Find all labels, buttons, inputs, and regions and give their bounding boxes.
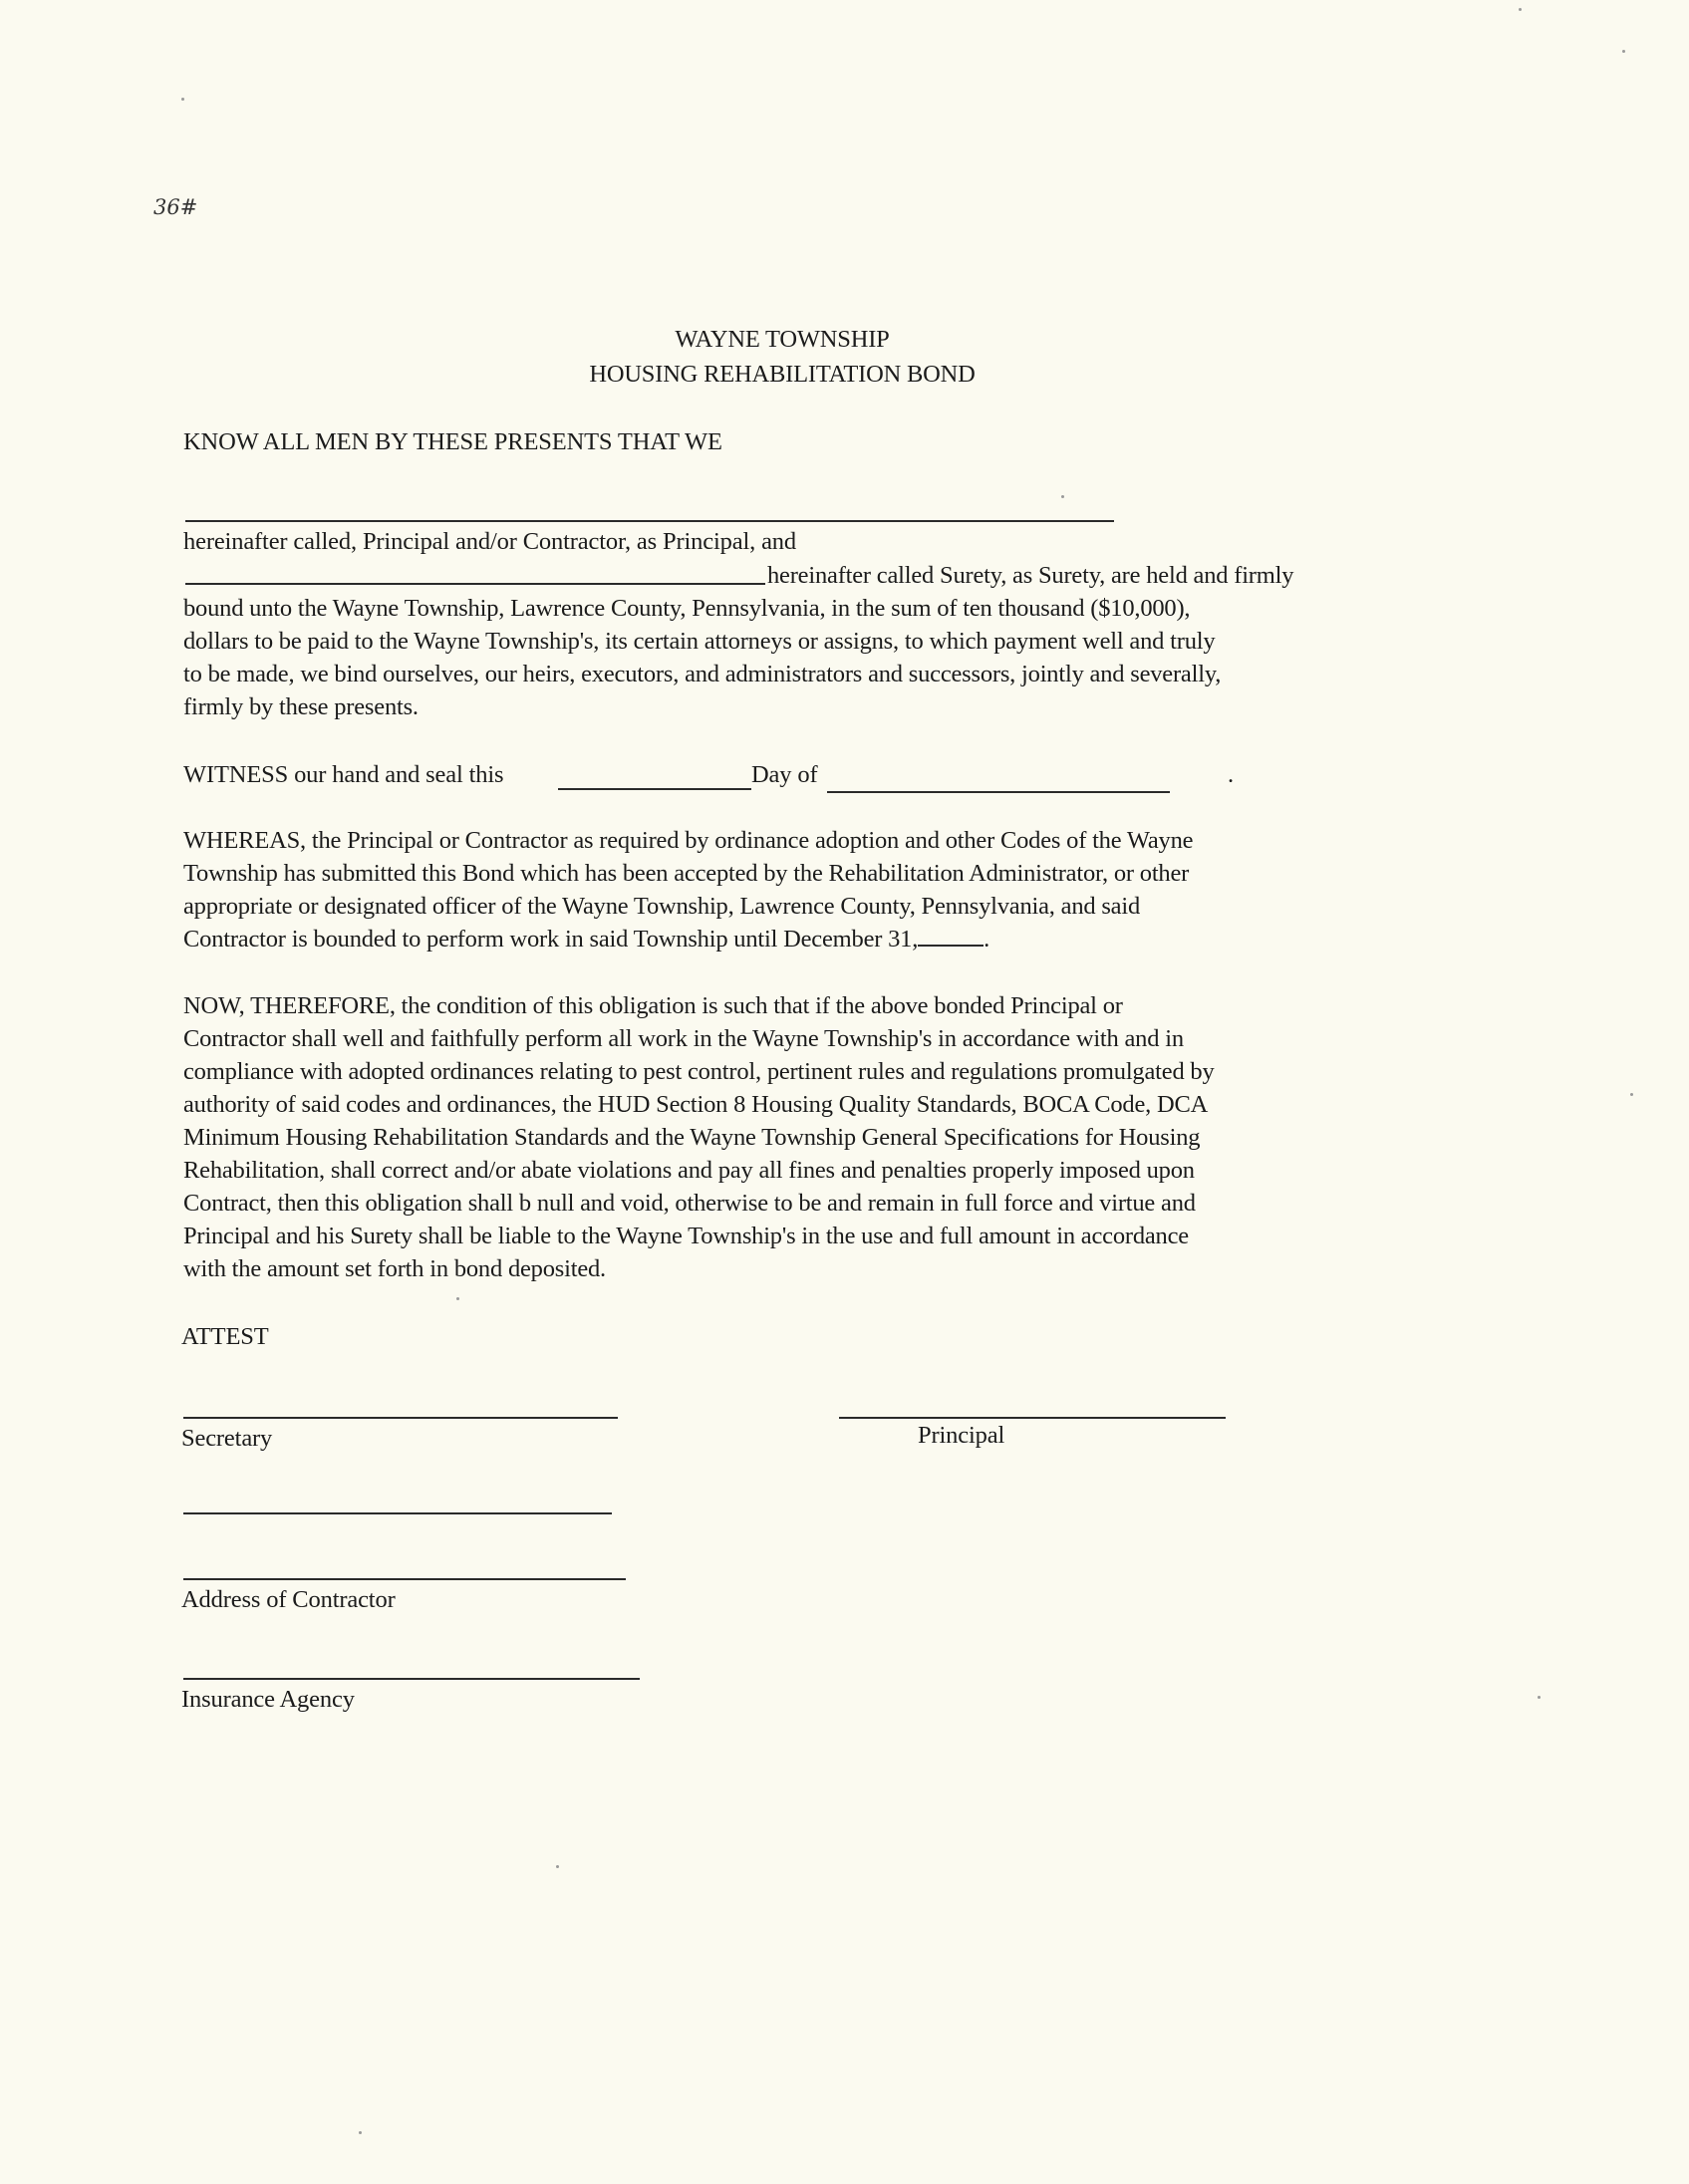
- now-line-2: Contractor shall well and faithfully perform all work in the Wayne Township's in accordance with and in: [183, 1025, 1184, 1052]
- insurance-label: Insurance Agency: [181, 1686, 355, 1713]
- witness-text: WITNESS our hand and seal this: [183, 761, 504, 788]
- scan-speck: [181, 98, 184, 101]
- insurance-agency-field[interactable]: [183, 1678, 640, 1680]
- now-line-7: Contract, then this obligation shall b null and void, otherwise to be and remain in full force and virtue and: [183, 1190, 1196, 1217]
- whereas-paragraph: [183, 824, 1419, 956]
- surety-line-3: dollars to be paid to the Wayne Township's, its certain attorneys or assigns, to which payment well and truly: [183, 628, 1216, 655]
- intro-text: KNOW ALL MEN BY THESE PRESENTS THAT WE: [183, 428, 722, 455]
- scan-speck: [1622, 50, 1625, 53]
- witness-period: .: [1228, 761, 1234, 788]
- principal-signature-field[interactable]: [839, 1417, 1226, 1419]
- attest-label: ATTEST: [181, 1323, 269, 1350]
- document-title-line2: HOUSING REHABILITATION BOND: [589, 361, 976, 388]
- document-title-line1: WAYNE TOWNSHIP: [675, 326, 890, 353]
- scan-speck: [1519, 8, 1522, 11]
- address-line-1-field[interactable]: [183, 1512, 612, 1514]
- scan-speck: [1538, 1696, 1541, 1699]
- whereas-line-1: WHEREAS, the Principal or Contractor as required by ordinance adoption and other Codes of the Wayne: [183, 827, 1194, 854]
- principal-clause: hereinafter called, Principal and/or Contractor, as Principal, and: [183, 528, 796, 555]
- now-line-5: Minimum Housing Rehabilitation Standards and the Wayne Township General Specifications for Housing: [183, 1124, 1201, 1151]
- address-line-2-field[interactable]: [183, 1578, 626, 1580]
- now-line-6: Rehabilitation, shall correct and/or abate violations and pay all fines and penalties properly imposed upon: [183, 1157, 1195, 1184]
- witness-day-of-text: Day of: [751, 761, 818, 788]
- surety-line-5: firmly by these presents.: [183, 693, 419, 720]
- now-line-4: authority of said codes and ordinances, the HUD Section 8 Housing Quality Standards, BOCA Code, DCA: [183, 1091, 1209, 1118]
- whereas-end-mark: .: [984, 926, 990, 953]
- whereas-line-2: Township has submitted this Bond which has been accepted by the Rehabilitation Administrator, or other: [183, 860, 1190, 887]
- surety-line-2: bound unto the Wayne Township, Lawrence County, Pennsylvania, in the sum of ten thousand ($10,000),: [183, 595, 1191, 622]
- scan-speck: [456, 1297, 459, 1300]
- now-line-1: NOW, THEREFORE, the condition of this obligation is such that if the above bonded Principal or: [183, 992, 1123, 1019]
- scan-speck: [359, 2131, 362, 2134]
- whereas-line-3: appropriate or designated officer of the Wayne Township, Lawrence County, Pennsylvania, and said: [183, 893, 1141, 920]
- witness-month-field[interactable]: [827, 791, 1170, 793]
- secretary-label: Secretary: [181, 1425, 273, 1452]
- scan-speck: [1061, 495, 1064, 498]
- address-label: Address of Contractor: [181, 1586, 396, 1613]
- page-mark: 36#: [153, 195, 198, 219]
- year-field[interactable]: [918, 944, 984, 947]
- now-line-8: Principal and his Surety shall be liable to the Wayne Township's in the use and full amount in accordance: [183, 1223, 1189, 1249]
- principal-name-field[interactable]: [185, 520, 1114, 522]
- now-line-3: compliance with adopted ordinances relating to pest control, pertinent rules and regulations promulgated by: [183, 1058, 1215, 1085]
- surety-line-4: to be made, we bind ourselves, our heirs, executors, and administrators and successors, jointly and severally,: [183, 661, 1222, 687]
- now-therefore-paragraph: [183, 989, 1429, 1285]
- scan-speck: [556, 1865, 559, 1868]
- witness-day-field[interactable]: [558, 788, 751, 790]
- secretary-signature-field[interactable]: [183, 1417, 618, 1419]
- surety-line-1: hereinafter called Surety, as Surety, are held and firmly: [767, 562, 1294, 589]
- scan-speck: [1630, 1093, 1633, 1096]
- surety-paragraph: [183, 559, 1419, 723]
- whereas-line-4-text: Contractor is bounded to perform work in said Township until December 31,: [183, 926, 919, 953]
- principal-label: Principal: [918, 1422, 1005, 1449]
- whereas-line-4: [183, 923, 1419, 956]
- now-line-9: with the amount set forth in bond deposited.: [183, 1255, 606, 1282]
